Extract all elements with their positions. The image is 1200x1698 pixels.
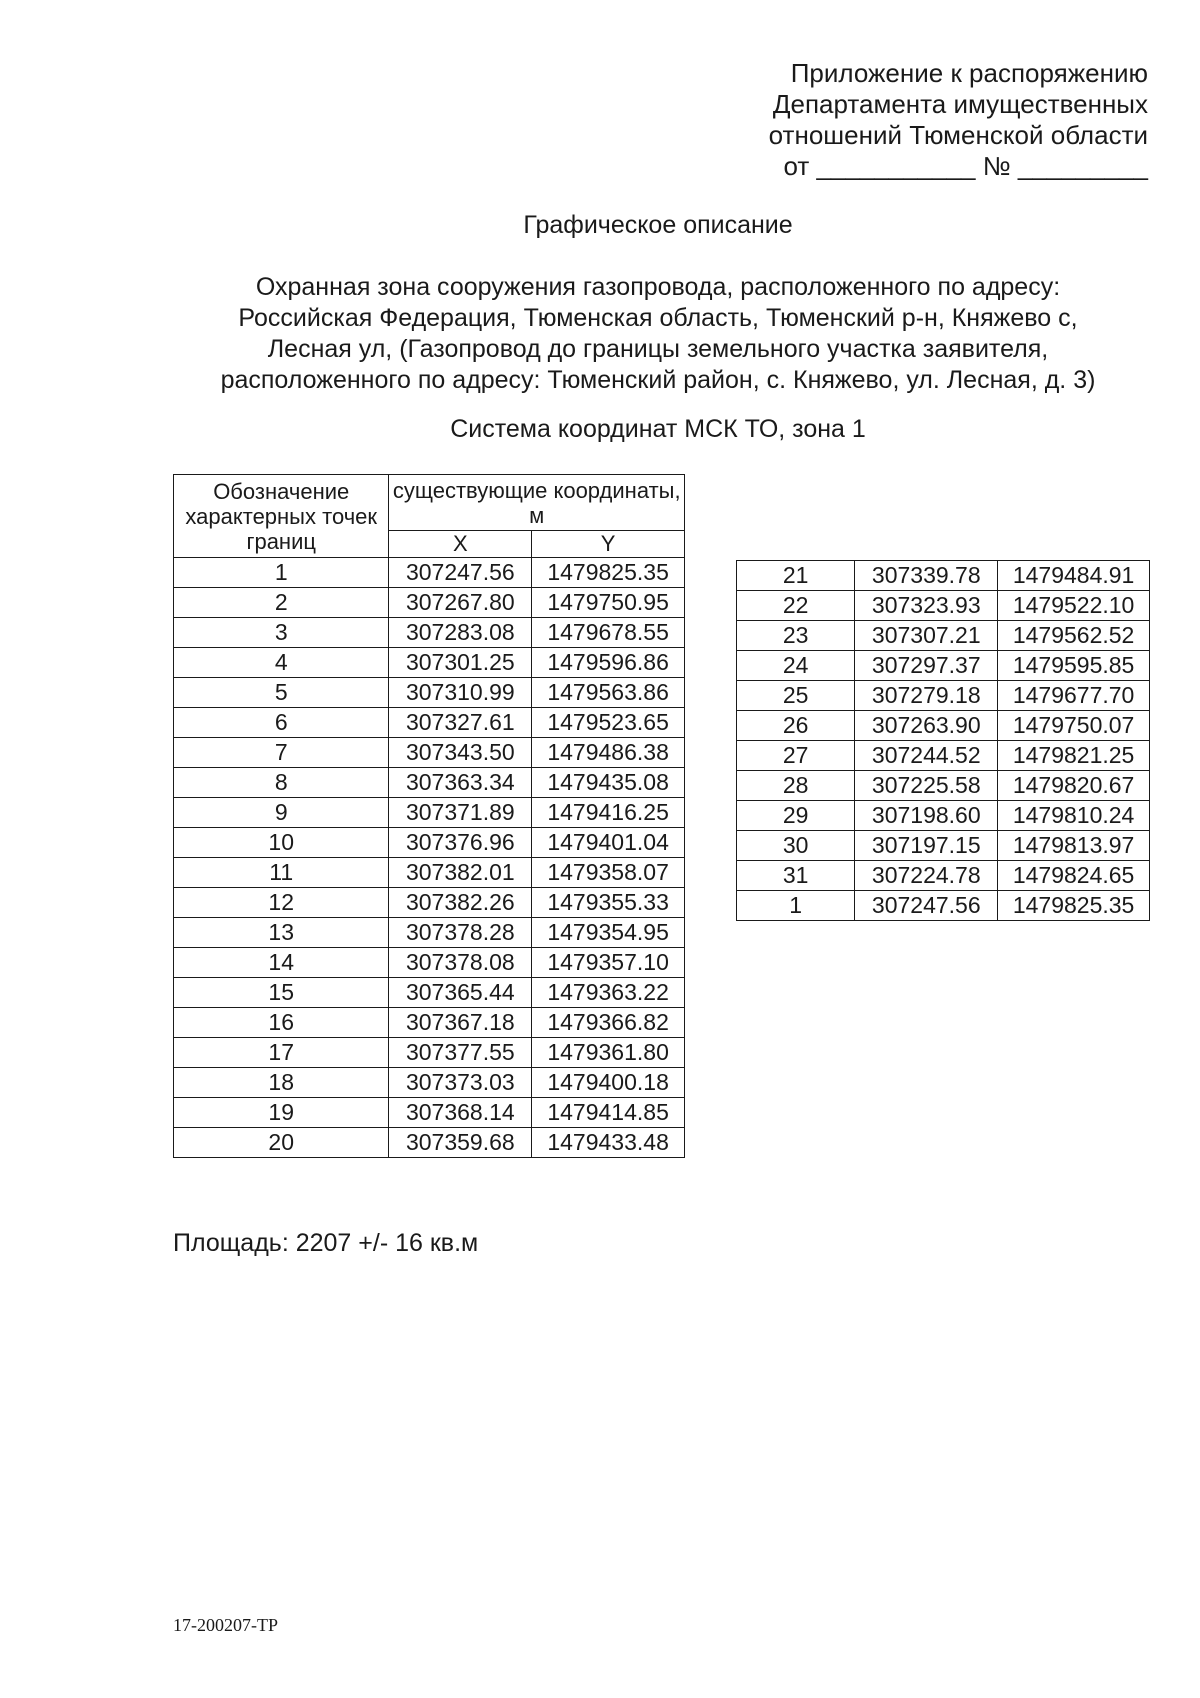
point-number: 13 [174, 918, 389, 948]
table-row [737, 831, 1150, 861]
coord-y: 1479358.07 [532, 858, 685, 888]
point-number: 17 [174, 1038, 389, 1068]
coord-x: 307244.52 [855, 741, 998, 771]
coord-x: 307323.93 [855, 591, 998, 621]
point-number: 25 [737, 681, 855, 711]
coord-y: 1479810.24 [998, 801, 1150, 831]
appendix-line: отношений Тюменской области [768, 120, 1148, 150]
table-row [174, 1128, 685, 1158]
table-row [737, 891, 1150, 921]
coord-x: 307368.14 [389, 1098, 532, 1128]
table-row [174, 918, 685, 948]
coord-x: 307373.03 [389, 1068, 532, 1098]
point-number: 15 [174, 978, 389, 1008]
coord-y: 1479354.95 [532, 918, 685, 948]
point-number: 26 [737, 711, 855, 741]
coord-y: 1479821.25 [998, 741, 1150, 771]
header-y: Y [532, 531, 685, 558]
table-row [174, 708, 685, 738]
appendix-line: Приложение к распоряжению [790, 58, 1148, 88]
coord-x: 307367.18 [389, 1008, 532, 1038]
coord-y: 1479363.22 [532, 978, 685, 1008]
point-number: 24 [737, 651, 855, 681]
coord-y: 1479813.97 [998, 831, 1150, 861]
table-row [737, 591, 1150, 621]
coord-x: 307279.18 [855, 681, 998, 711]
coordinates-table-right [736, 560, 1150, 921]
coord-y: 1479563.86 [532, 678, 685, 708]
coord-x: 307377.55 [389, 1038, 532, 1068]
point-number: 19 [174, 1098, 389, 1128]
coord-y: 1479523.65 [532, 708, 685, 738]
point-number: 6 [174, 708, 389, 738]
coord-x: 307247.56 [855, 891, 998, 921]
point-number: 3 [174, 618, 389, 648]
document-title: Графическое описание [523, 211, 793, 239]
point-number: 21 [737, 561, 855, 591]
coord-x: 307359.68 [389, 1128, 532, 1158]
point-number: 29 [737, 801, 855, 831]
zone-description [0, 272, 1200, 396]
table-right-body [737, 561, 1150, 921]
coord-x: 307283.08 [389, 618, 532, 648]
appendix-header [648, 58, 1148, 182]
table-row [737, 741, 1150, 771]
coord-x: 307267.80 [389, 588, 532, 618]
coord-y: 1479366.82 [532, 1008, 685, 1038]
table-row [174, 648, 685, 678]
point-number: 7 [174, 738, 389, 768]
point-number: 27 [737, 741, 855, 771]
table-row [737, 621, 1150, 651]
point-number: 20 [174, 1128, 389, 1158]
point-number: 28 [737, 771, 855, 801]
appendix-line: от ___________ № _________ [783, 151, 1148, 181]
coord-x: 307263.90 [855, 711, 998, 741]
table-row [174, 558, 685, 588]
table-row [737, 651, 1150, 681]
table-row [174, 828, 685, 858]
coord-y: 1479416.25 [532, 798, 685, 828]
coord-x: 307225.58 [855, 771, 998, 801]
coord-x: 307307.21 [855, 621, 998, 651]
header-x: X [389, 531, 532, 558]
coord-x: 307363.34 [389, 768, 532, 798]
table-row [174, 768, 685, 798]
coord-x: 307365.44 [389, 978, 532, 1008]
point-number: 5 [174, 678, 389, 708]
area-value: Площадь: 2207 +/- 16 кв.м [173, 1229, 479, 1257]
coord-y: 1479414.85 [532, 1098, 685, 1128]
coord-x: 307198.60 [855, 801, 998, 831]
table-row [174, 1068, 685, 1098]
zone-description-line: Российская Федерация, Тюменская область, Тюменский р-н, Княжево с, [238, 304, 1078, 332]
header-points: Обозначение характерных точек границ [174, 475, 389, 558]
point-number: 22 [737, 591, 855, 621]
coord-x: 307197.15 [855, 831, 998, 861]
point-number: 30 [737, 831, 855, 861]
coord-y: 1479361.80 [532, 1038, 685, 1068]
zone-description-line: Охранная зона сооружения газопровода, расположенного по адресу: [255, 273, 1061, 301]
table-row [174, 588, 685, 618]
zone-description-line: Лесная ул, (Газопровод до границы земельного участка заявителя, [267, 335, 1049, 363]
table-row [737, 771, 1150, 801]
table-row [174, 798, 685, 828]
table-row [737, 801, 1150, 831]
coord-y: 1479750.95 [532, 588, 685, 618]
coord-x: 307343.50 [389, 738, 532, 768]
table-row [174, 1008, 685, 1038]
point-number: 18 [174, 1068, 389, 1098]
table-row [737, 861, 1150, 891]
point-number: 2 [174, 588, 389, 618]
table-row [174, 618, 685, 648]
table-row [174, 978, 685, 1008]
point-number: 1 [174, 558, 389, 588]
coord-y: 1479401.04 [532, 828, 685, 858]
table-row [174, 888, 685, 918]
coord-y: 1479562.52 [998, 621, 1150, 651]
point-number: 31 [737, 861, 855, 891]
coord-x: 307339.78 [855, 561, 998, 591]
table-row [174, 1038, 685, 1068]
coord-y: 1479433.48 [532, 1128, 685, 1158]
point-number: 11 [174, 858, 389, 888]
coord-y: 1479355.33 [532, 888, 685, 918]
table-row [174, 738, 685, 768]
appendix-line: Департамента имущественных [772, 89, 1148, 119]
table-row [737, 561, 1150, 591]
coord-x: 307376.96 [389, 828, 532, 858]
coord-y: 1479486.38 [532, 738, 685, 768]
coordinate-system: Система координат МСК ТО, зона 1 [450, 415, 866, 443]
coord-x: 307224.78 [855, 861, 998, 891]
coord-y: 1479595.85 [998, 651, 1150, 681]
coord-y: 1479677.70 [998, 681, 1150, 711]
coord-x: 307382.01 [389, 858, 532, 888]
coordinates-table-left [173, 474, 685, 1158]
coord-x: 307378.28 [389, 918, 532, 948]
coord-y: 1479820.67 [998, 771, 1150, 801]
coord-y: 1479596.86 [532, 648, 685, 678]
coord-y: 1479435.08 [532, 768, 685, 798]
coord-x: 307382.26 [389, 888, 532, 918]
coord-y: 1479400.18 [532, 1068, 685, 1098]
footer-code: 17-200207-ТР [173, 1615, 278, 1635]
coord-x: 307378.08 [389, 948, 532, 978]
coord-x: 307247.56 [389, 558, 532, 588]
coord-y: 1479825.35 [532, 558, 685, 588]
coord-y: 1479750.07 [998, 711, 1150, 741]
table-row [174, 678, 685, 708]
point-number: 1 [737, 891, 855, 921]
coord-x: 307310.99 [389, 678, 532, 708]
coord-x: 307327.61 [389, 708, 532, 738]
table-row [174, 858, 685, 888]
point-number: 23 [737, 621, 855, 651]
point-number: 12 [174, 888, 389, 918]
header-coordinates: существующие координаты, м [389, 475, 685, 531]
coord-y: 1479824.65 [998, 861, 1150, 891]
point-number: 14 [174, 948, 389, 978]
point-number: 9 [174, 798, 389, 828]
point-number: 4 [174, 648, 389, 678]
coord-x: 307297.37 [855, 651, 998, 681]
coord-x: 307301.25 [389, 648, 532, 678]
coord-y: 1479825.35 [998, 891, 1150, 921]
coord-x: 307371.89 [389, 798, 532, 828]
table-row [174, 1098, 685, 1128]
point-number: 16 [174, 1008, 389, 1038]
coord-y: 1479357.10 [532, 948, 685, 978]
point-number: 10 [174, 828, 389, 858]
zone-description-line: расположенного по адресу: Тюменский район, с. Княжево, ул. Лесная, д. 3) [220, 366, 1096, 394]
table-row [737, 711, 1150, 741]
point-number: 8 [174, 768, 389, 798]
table-row [737, 681, 1150, 711]
coord-y: 1479484.91 [998, 561, 1150, 591]
coord-y: 1479678.55 [532, 618, 685, 648]
table-row [174, 948, 685, 978]
coord-y: 1479522.10 [998, 591, 1150, 621]
table-left-body [174, 558, 685, 1158]
